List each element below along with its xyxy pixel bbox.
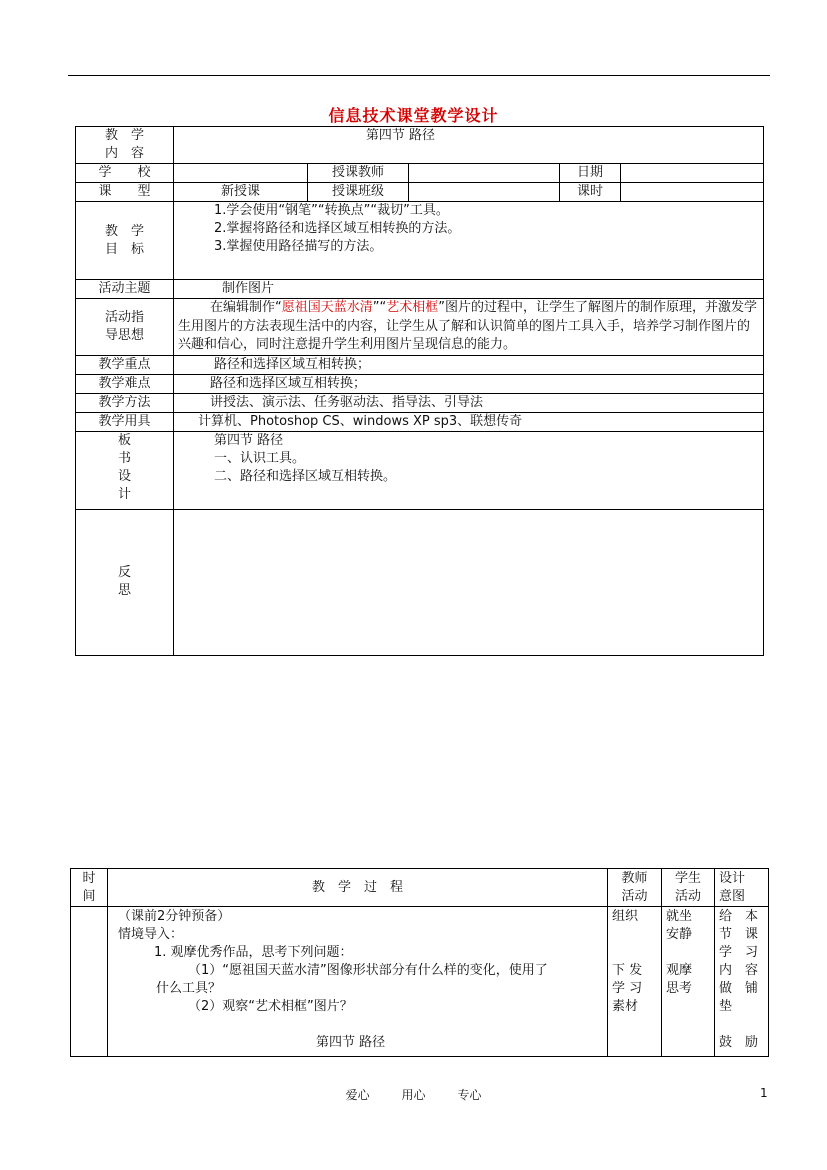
time-cell [71,907,108,1057]
theme-label: 活动主题 [76,280,174,299]
reflect-value [174,509,764,655]
footer-text: 爱心 [345,1088,370,1102]
key-value: 路径和选择区域互相转换； [174,355,764,374]
page-number: 1 [760,1086,768,1100]
header-time: 时 间 [71,869,108,907]
header-process: 教 学 过 程 [108,869,608,907]
guide-label: 活动指 导思想 [76,299,174,356]
teacher-activity: 组织 下 发 学 习 素材 [608,907,662,1057]
hard-label: 教学难点 [76,374,174,393]
hours-label: 课时 [560,183,621,202]
method-value: 讲授法、演示法、任务驱动法、指导法、引导法 [174,393,764,412]
header-student: 学生 活动 [662,869,715,907]
header-teacher: 教师 活动 [608,869,662,907]
class-value [409,183,560,202]
content-label: 教 学 内 容 [76,127,174,164]
class-label: 授课班级 [308,183,409,202]
theme-value: 制作图片 [174,280,764,299]
method-label: 教学方法 [76,393,174,412]
footer-text: 专心 [457,1088,482,1102]
teacher-value [409,164,560,183]
board-label: 板 书 设 计 [76,431,174,509]
student-activity: 就坐 安静 观摩 思考 [662,907,715,1057]
reflect-label: 反 思 [76,509,174,655]
date-label: 日期 [560,164,621,183]
hours-value [621,183,764,202]
content-value: 第四节 路径 [174,127,764,164]
footer-text: 用心 [401,1088,426,1102]
page-footer [0,1086,827,1103]
guide-text: 在编辑制作“愿祖国天蓝水清”“艺术相框”图片的过程中，让学生了解图片的制作原理，并激发学生用图片的方法表现生活中的内容，让学生从了解和认识简单的图片工具入手，培养学习制作图片的兴趣和信心，同时注意提升学生利用图片呈现信息的能力。 [174,299,764,356]
process-table [70,868,769,1057]
header-rule [68,75,770,76]
goal-list [174,202,764,280]
tools-label: 教学用具 [76,412,174,431]
board-content: 第四节 路径 一、认识工具。 二、路径和选择区域互相转换。 [174,431,764,509]
lesson-info-table [75,126,764,656]
guide-highlight: 愿祖国天蓝水清 [281,300,373,315]
goal-item: 1.学会使用“钢笔”“转换点”“裁切”工具。 [214,203,449,218]
school-value [174,164,308,183]
key-label: 教学重点 [76,355,174,374]
design-intent: 给 本 节 课 学 习 内 容 做 铺 垫 鼓 励 [715,907,769,1057]
process-content: （课前2分钟预备） 情境导入： 1. 观摩优秀作品，思考下列问题： （1）“愿祖国天蓝水清”图像形状部分有什么样的变化，使用了 什么工具？ （2）观察“艺术相框”图片？ 第四节 路径 [108,907,608,1057]
date-value [621,164,764,183]
type-value: 新授课 [174,183,308,202]
type-label: 课 型 [76,183,174,202]
tools-value: 计算机、Photoshop CS、windows XP sp3、联想传奇 [174,412,764,431]
hard-value: 路径和选择区域互相转换； [174,374,764,393]
goal-label: 教 学 目 标 [76,202,174,280]
school-label: 学 校 [76,164,174,183]
guide-highlight: 艺术相框 [386,300,439,315]
goal-item: 2.掌握将路径和选择区域互相转换的方法。 [214,221,461,236]
goal-item: 3.掌握使用路径描写的方法。 [214,239,383,254]
page-title: 信息技术课堂教学设计 [328,106,499,125]
header-design: 设计 意图 [715,869,769,907]
teacher-label: 授课教师 [308,164,409,183]
